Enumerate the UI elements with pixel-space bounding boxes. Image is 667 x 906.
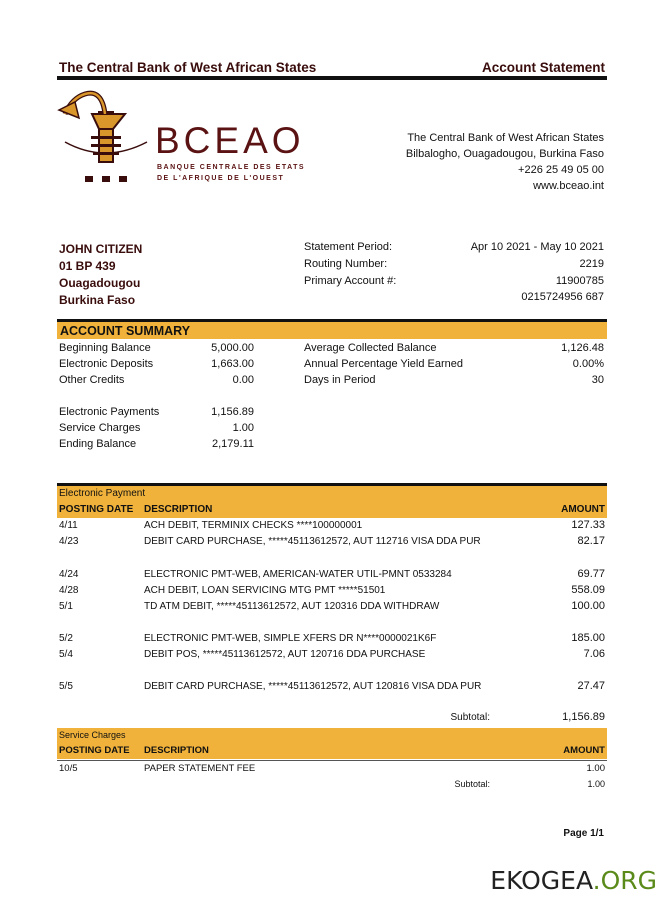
summary-value: 5,000.00 (211, 342, 254, 354)
statement-value: 2219 (579, 258, 604, 270)
col-posting-date: POSTING DATE (59, 745, 130, 756)
summary-label: Electronic Deposits (59, 358, 154, 370)
summary-value: 2,179.11 (211, 438, 254, 450)
service-section-title: Service Charges (59, 730, 126, 740)
customer-name: JOHN CITIZEN (59, 242, 143, 256)
posting-date: 5/4 (59, 649, 73, 660)
summary-value: 0.00% (572, 358, 604, 370)
col-description: DESCRIPTION (144, 504, 213, 515)
posting-date: 4/11 (59, 520, 78, 531)
payments-subtotal-label: Subtotal: (450, 712, 490, 723)
customer-line: 01 BP 439 (59, 259, 116, 273)
col-posting-date: POSTING DATE (59, 504, 134, 515)
summary-value: 0.00 (232, 374, 254, 386)
address-line: www.bceao.int (533, 180, 604, 192)
posting-date: 5/1 (59, 601, 73, 612)
amount: 82.17 (577, 535, 605, 547)
amount: 185.00 (571, 632, 605, 644)
description: DEBIT CARD PURCHASE, *****45113612572, AUT 112716 VISA DDA PUR (144, 536, 481, 547)
account-summary-title: ACCOUNT SUMMARY (57, 322, 607, 339)
col-description: DESCRIPTION (144, 745, 209, 756)
posting-date: 4/23 (59, 536, 79, 547)
address-line: Bilbalogho, Ouagadougou, Burkina Faso (405, 148, 604, 160)
amount: 100.00 (571, 600, 605, 612)
description: TD ATM DEBIT, *****45113612572, AUT 120316 DDA WITHDRAW (144, 601, 440, 612)
payments-subtotal: 1,156.89 (562, 711, 605, 723)
header-rule (57, 76, 607, 80)
posting-date: 10/5 (59, 763, 78, 774)
customer-line: Burkina Faso (59, 293, 136, 307)
statement-label: Primary Account #: (304, 275, 397, 287)
logo-emblem-icon (57, 84, 157, 190)
service-subtotal-label: Subtotal: (454, 779, 490, 789)
statement-value: 0215724956 687 (521, 291, 604, 303)
summary-label: Annual Percentage Yield Earned (304, 358, 464, 370)
service-divider (57, 760, 607, 761)
customer-line: Ouagadougou (59, 276, 141, 290)
description: ELECTRONIC PMT-WEB, AMERICAN-WATER UTIL-PMNT 0533284 (144, 569, 452, 580)
col-amount: AMOUNT (563, 745, 605, 756)
logo-line1: BANQUE CENTRALE DES ETATS (157, 164, 306, 171)
watermark-main: EKOGEA (490, 866, 593, 895)
amount: 127.33 (571, 519, 605, 531)
page-number: Page 1/1 (563, 828, 604, 839)
amount: 7.06 (583, 648, 605, 660)
logo-line2: DE L'AFRIQUE DE L'OUEST (157, 175, 285, 182)
amount: 1.00 (586, 763, 605, 774)
payments-section-title: Electronic Payment (59, 488, 146, 499)
customer-address (59, 241, 142, 309)
summary-label: Other Credits (59, 374, 125, 386)
description: ELECTRONIC PMT-WEB, SIMPLE XFERS DR N****0000021K6F (144, 633, 437, 644)
address-line: +226 25 49 05 00 (518, 164, 604, 176)
amount: 558.09 (571, 584, 605, 596)
statement-label: Routing Number: (304, 258, 388, 270)
document-title: Account Statement (481, 60, 605, 75)
posting-date: 5/5 (59, 681, 73, 692)
description: ACH DEBIT, TERMINIX CHECKS ****100000001 (144, 520, 363, 531)
statement-value: Apr 10 2021 - May 10 2021 (470, 241, 604, 253)
summary-value: 1,126.48 (561, 342, 604, 354)
bank-address (406, 130, 604, 194)
logo-acronym: BCEAO (155, 120, 305, 161)
description: DEBIT POS, *****45113612572, AUT 120716 DDA PURCHASE (144, 649, 426, 660)
summary-value: 1,156.89 (211, 406, 254, 418)
bank-name-header: The Central Bank of West African States (59, 60, 317, 75)
col-amount: AMOUNT (561, 504, 605, 515)
posting-date: 4/24 (59, 569, 79, 580)
summary-label: Beginning Balance (59, 342, 151, 354)
address-line: The Central Bank of West African States (407, 132, 604, 144)
summary-value: 30 (591, 374, 604, 386)
summary-label: Average Collected Balance (304, 342, 437, 354)
summary-value: 1,663.00 (211, 358, 254, 370)
description: PAPER STATEMENT FEE (144, 763, 256, 774)
watermark-suffix: .ORG (592, 866, 657, 895)
amount: 27.47 (577, 680, 605, 692)
service-subtotal: 1.00 (587, 779, 605, 789)
watermark (490, 866, 657, 895)
summary-label: Ending Balance (59, 438, 137, 450)
posting-date: 5/2 (59, 633, 73, 644)
statement-label: Statement Period: (304, 241, 393, 253)
summary-label: Service Charges (59, 422, 141, 434)
amount: 69.77 (577, 568, 605, 580)
description: ACH DEBIT, LOAN SERVICING MTG PMT *****51501 (144, 585, 386, 596)
statement-value: 11900785 (555, 275, 604, 287)
service-header-bar (57, 728, 607, 759)
summary-value: 1.00 (232, 422, 254, 434)
description: DEBIT CARD PURCHASE, *****45113612572, AUT 120816 VISA DDA PUR (144, 681, 482, 692)
summary-label: Electronic Payments (59, 406, 160, 418)
bceao-logo (57, 84, 317, 190)
summary-label: Days in Period (304, 374, 376, 386)
posting-date: 4/28 (59, 585, 79, 596)
